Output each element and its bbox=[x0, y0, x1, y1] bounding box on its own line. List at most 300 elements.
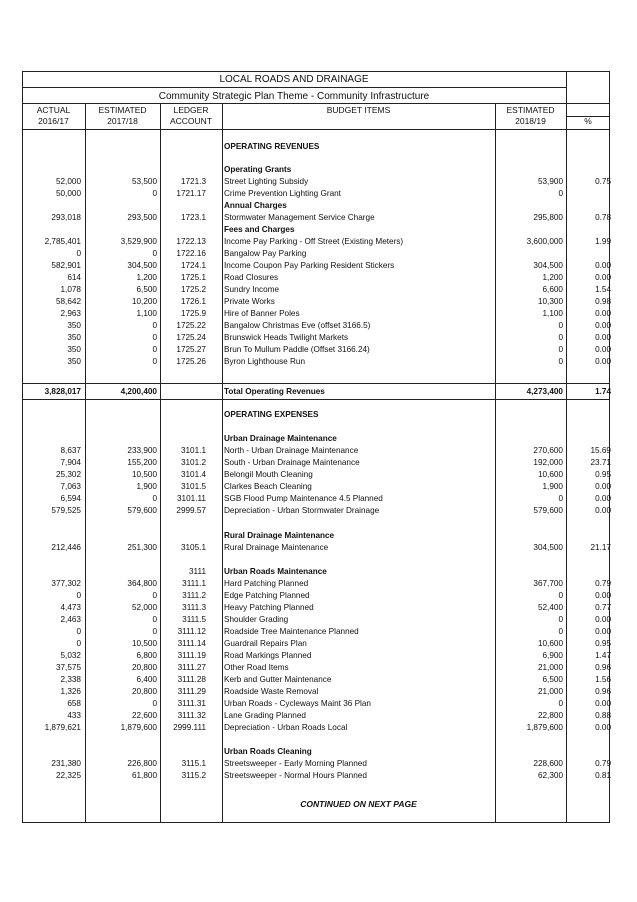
cell-item: Total Operating Revenues bbox=[224, 387, 325, 396]
cell-item: Fees and Charges bbox=[224, 225, 295, 234]
cell-item: Rural Drainage Maintenance bbox=[224, 543, 329, 552]
header-actual-label: ACTUAL bbox=[36, 105, 71, 115]
section-heading bbox=[0, 141, 637, 153]
cell-ledger: 1725.2 bbox=[180, 285, 206, 294]
header-estimated2-year: 2018/19 bbox=[515, 116, 546, 126]
cell-item: Urban Drainage Maintenance bbox=[224, 434, 337, 443]
cell-actual: 7,904 bbox=[60, 458, 81, 467]
cell-estimated: 0 bbox=[152, 345, 157, 354]
pct-header-rule bbox=[566, 116, 610, 117]
header-budget-items bbox=[222, 105, 495, 116]
cell-actual: 0 bbox=[76, 249, 81, 258]
total-rule-top bbox=[22, 383, 610, 384]
cell-item: Street Lighting Subsidy bbox=[224, 177, 309, 186]
header-estimated2-label: ESTIMATED bbox=[506, 105, 555, 115]
cell-actual: 3,828,017 bbox=[44, 387, 81, 396]
cell-item: Roadside Tree Maintenance Planned bbox=[224, 627, 359, 636]
table-row bbox=[0, 332, 637, 344]
cell-estimated-2018: 0 bbox=[558, 615, 563, 624]
cell-ledger: 3101.5 bbox=[180, 482, 206, 491]
cell-estimated: 293,500 bbox=[127, 213, 157, 222]
cell-estimated: 0 bbox=[152, 249, 157, 258]
cell-estimated-2018: 579,600 bbox=[533, 506, 563, 515]
cell-item: Shoulder Grading bbox=[224, 615, 289, 624]
cell-estimated-2018: 6,600 bbox=[542, 285, 563, 294]
cell-estimated-2018: 0 bbox=[558, 627, 563, 636]
cell-estimated: 304,500 bbox=[127, 261, 157, 270]
cell-actual: 37,575 bbox=[55, 663, 81, 672]
cell-item: South - Urban Drainage Maintenance bbox=[224, 458, 360, 467]
cell-actual: 2,963 bbox=[60, 309, 81, 318]
cell-actual: 1,879,621 bbox=[44, 723, 81, 732]
cell-item: Annual Charges bbox=[224, 201, 287, 210]
cell-estimated-2018: 53,900 bbox=[537, 177, 563, 186]
cell-pct: 0.96 bbox=[595, 687, 611, 696]
cell-estimated: 10,500 bbox=[131, 470, 157, 479]
cell-actual: 0 bbox=[76, 591, 81, 600]
cell-estimated: 0 bbox=[152, 494, 157, 503]
cell-pct: 0.00 bbox=[595, 321, 611, 330]
cell-actual: 1,078 bbox=[60, 285, 81, 294]
cell-estimated-2018: 228,600 bbox=[533, 759, 563, 768]
cell-ledger: 3101.11 bbox=[177, 494, 206, 503]
cell-ledger: 1725.24 bbox=[176, 333, 206, 342]
cell-estimated: 4,200,400 bbox=[120, 387, 157, 396]
header-estimated2 bbox=[495, 105, 566, 127]
header-ledger-account: ACCOUNT bbox=[169, 116, 213, 126]
cell-item: OPERATING REVENUES bbox=[224, 142, 320, 151]
cell-estimated: 20,800 bbox=[131, 687, 157, 696]
cell-ledger: 3115.1 bbox=[181, 759, 206, 768]
table-row bbox=[0, 320, 637, 332]
cell-estimated-2018: 367,700 bbox=[533, 579, 563, 588]
cell-item: SGB Flood Pump Maintenance 4.5 Planned bbox=[224, 494, 383, 503]
cell-pct: 0.00 bbox=[595, 273, 611, 282]
cell-ledger: 3111.32 bbox=[177, 711, 206, 720]
cell-ledger: 1725.27 bbox=[176, 345, 206, 354]
cell-ledger: 1722.16 bbox=[176, 249, 206, 258]
cell-ledger: 3111.1 bbox=[182, 579, 206, 588]
table-row bbox=[0, 698, 637, 710]
cell-item: Guardrail Repairs Plan bbox=[224, 639, 307, 648]
table-row bbox=[0, 578, 637, 590]
cell-estimated-2018: 0 bbox=[558, 345, 563, 354]
cell-ledger: 3111.3 bbox=[182, 603, 206, 612]
cell-actual: 2,785,401 bbox=[44, 237, 81, 246]
cell-item: Brunswick Heads Twilight Markets bbox=[224, 333, 349, 342]
cell-ledger: 1725.9 bbox=[180, 309, 206, 318]
subsection-heading bbox=[0, 200, 637, 212]
table-row bbox=[0, 638, 637, 650]
cell-pct: 1.56 bbox=[595, 675, 611, 684]
cell-estimated: 233,900 bbox=[127, 446, 157, 455]
cell-pct: 0.00 bbox=[595, 615, 611, 624]
cell-estimated: 6,800 bbox=[136, 651, 157, 660]
cell-item: Bangalow Christmas Eve (offset 3166.5) bbox=[224, 321, 371, 330]
cell-estimated-2018: 1,900 bbox=[542, 482, 563, 491]
cell-estimated-2018: 270,600 bbox=[533, 446, 563, 455]
cell-estimated-2018: 295,800 bbox=[533, 213, 563, 222]
table-row bbox=[0, 296, 637, 308]
cell-estimated: 53,500 bbox=[131, 177, 157, 186]
cell-estimated: 22,600 bbox=[131, 711, 157, 720]
cell-pct: 0.95 bbox=[595, 639, 611, 648]
cell-pct: 0.00 bbox=[595, 333, 611, 342]
cell-item: Streetsweeper - Early Morning Planned bbox=[224, 759, 367, 768]
cell-item: Stormwater Management Service Charge bbox=[224, 213, 375, 222]
cell-actual: 350 bbox=[67, 357, 81, 366]
cell-estimated: 579,600 bbox=[127, 506, 157, 515]
cell-pct: 21.17 bbox=[590, 543, 611, 552]
cell-estimated: 1,900 bbox=[136, 482, 157, 491]
cell-ledger: 3101.4 bbox=[180, 470, 206, 479]
cell-ledger: 3111.5 bbox=[182, 615, 206, 624]
table-row bbox=[0, 662, 637, 674]
cell-pct: 0.00 bbox=[595, 494, 611, 503]
cell-estimated: 251,300 bbox=[127, 543, 157, 552]
cell-ledger: 1721.17 bbox=[176, 189, 206, 198]
cell-pct: 0.00 bbox=[595, 699, 611, 708]
cell-actual: 350 bbox=[67, 345, 81, 354]
cell-ledger: 3111.29 bbox=[177, 687, 206, 696]
cell-pct: 0.00 bbox=[595, 723, 611, 732]
cell-pct: 0.79 bbox=[595, 759, 611, 768]
cell-estimated: 10,500 bbox=[131, 639, 157, 648]
cell-item: Income Pay Parking - Off Street (Existing Meters) bbox=[224, 237, 404, 246]
cell-pct: 0.77 bbox=[595, 603, 611, 612]
cell-estimated-2018: 10,600 bbox=[537, 639, 563, 648]
cell-item: Hard Patching Planned bbox=[224, 579, 309, 588]
cell-estimated-2018: 0 bbox=[558, 357, 563, 366]
title-vline bbox=[566, 71, 567, 103]
cell-actual: 22,325 bbox=[55, 771, 81, 780]
cell-ledger: 1726.1 bbox=[180, 297, 206, 306]
cell-actual: 433 bbox=[67, 711, 81, 720]
cell-estimated-2018: 22,800 bbox=[537, 711, 563, 720]
table-row bbox=[0, 770, 637, 782]
cell-item: Byron Lighthouse Run bbox=[224, 357, 306, 366]
cell-actual: 0 bbox=[76, 639, 81, 648]
cell-actual: 5,032 bbox=[60, 651, 81, 660]
cell-estimated: 52,000 bbox=[131, 603, 157, 612]
cell-ledger: 1723.1 bbox=[180, 213, 206, 222]
cell-estimated-2018: 0 bbox=[558, 189, 563, 198]
cell-ledger: 1722.13 bbox=[176, 237, 206, 246]
header-actual-year: 2016/17 bbox=[38, 116, 69, 126]
cell-estimated-2018: 4,273,400 bbox=[526, 387, 563, 396]
cell-item: Urban Roads Maintenance bbox=[224, 567, 327, 576]
cell-actual: 582,901 bbox=[51, 261, 81, 270]
subsection-heading bbox=[0, 433, 637, 445]
cell-estimated-2018: 0 bbox=[558, 321, 563, 330]
cell-item: Urban Roads - Cycleways Maint 36 Plan bbox=[224, 699, 371, 708]
table-row bbox=[0, 626, 637, 638]
report-subtitle: Community Strategic Plan Theme - Community Infrastructure bbox=[158, 91, 430, 102]
cell-estimated-2018: 6,500 bbox=[542, 675, 563, 684]
cell-pct: 1.74 bbox=[595, 387, 611, 396]
cell-ledger: 2999.57 bbox=[176, 506, 206, 515]
cell-actual: 8,637 bbox=[60, 446, 81, 455]
subsection-heading bbox=[0, 530, 637, 542]
cell-actual: 1,326 bbox=[60, 687, 81, 696]
cell-estimated-2018: 6,900 bbox=[542, 651, 563, 660]
cell-ledger: 1724.1 bbox=[180, 261, 206, 270]
cell-item: Belongil Mouth Cleaning bbox=[224, 470, 313, 479]
report-title: LOCAL ROADS AND DRAINAGE bbox=[219, 74, 369, 85]
cell-actual: 212,446 bbox=[51, 543, 81, 552]
cell-pct: 0.81 bbox=[595, 771, 611, 780]
cell-pct: 0.95 bbox=[595, 470, 611, 479]
cell-estimated-2018: 0 bbox=[558, 591, 563, 600]
cell-item: OPERATING EXPENSES bbox=[224, 410, 319, 419]
title-rule bbox=[22, 87, 566, 88]
cell-pct: 0.00 bbox=[595, 482, 611, 491]
cell-actual: 658 bbox=[67, 699, 81, 708]
continued-note: CONTINUED ON NEXT PAGE bbox=[300, 799, 417, 809]
cell-item: Roadside Waste Removal bbox=[224, 687, 319, 696]
cell-estimated: 3,529,900 bbox=[120, 237, 157, 246]
cell-ledger: 3111.31 bbox=[177, 699, 206, 708]
cell-actual: 58,642 bbox=[55, 297, 81, 306]
cell-pct: 0.00 bbox=[595, 345, 611, 354]
cell-estimated: 0 bbox=[152, 333, 157, 342]
table-row bbox=[0, 248, 637, 260]
cell-estimated-2018: 3,600,000 bbox=[526, 237, 563, 246]
cell-estimated-2018: 21,000 bbox=[537, 687, 563, 696]
cell-item: Income Coupon Pay Parking Resident Stickers bbox=[224, 261, 395, 270]
header-rule bbox=[22, 129, 610, 130]
cell-pct: 1.54 bbox=[595, 285, 611, 294]
cell-pct: 0.00 bbox=[595, 627, 611, 636]
subsection-heading bbox=[0, 224, 637, 236]
cell-item: Depreciation - Urban Stormwater Drainage bbox=[224, 506, 380, 515]
table-row bbox=[0, 614, 637, 626]
cell-item: Streetsweeper - Normal Hours Planned bbox=[224, 771, 367, 780]
table-row bbox=[0, 212, 637, 224]
cell-pct: 0.00 bbox=[595, 261, 611, 270]
table-row bbox=[0, 469, 637, 481]
cell-item: Other Road Items bbox=[224, 663, 289, 672]
cell-actual: 2,463 bbox=[60, 615, 81, 624]
cell-actual: 2,338 bbox=[60, 675, 81, 684]
header-actual bbox=[22, 105, 85, 127]
cell-estimated-2018: 1,879,600 bbox=[526, 723, 563, 732]
cell-item: North - Urban Drainage Maintenance bbox=[224, 446, 359, 455]
cell-estimated: 226,800 bbox=[127, 759, 157, 768]
table-row bbox=[0, 445, 637, 457]
cell-pct: 1.99 bbox=[595, 237, 611, 246]
cell-actual: 579,525 bbox=[51, 506, 81, 515]
cell-estimated-2018: 192,000 bbox=[533, 458, 563, 467]
header-estimated bbox=[85, 105, 160, 127]
cell-item: Hire of Banner Poles bbox=[224, 309, 300, 318]
cell-estimated-2018: 62,300 bbox=[537, 771, 563, 780]
cell-estimated-2018: 1,100 bbox=[542, 309, 563, 318]
cell-actual: 52,000 bbox=[55, 177, 81, 186]
table-row bbox=[0, 542, 637, 554]
table-row bbox=[0, 650, 637, 662]
cell-ledger: 3111.27 bbox=[177, 663, 206, 672]
header-estimated-label: ESTIMATED bbox=[98, 105, 147, 115]
cell-actual: 350 bbox=[67, 321, 81, 330]
cell-ledger: 3101.2 bbox=[180, 458, 206, 467]
table-row bbox=[0, 505, 637, 517]
header-ledger-label: LEDGER bbox=[173, 105, 209, 115]
cell-estimated: 10,200 bbox=[131, 297, 157, 306]
table-row bbox=[0, 590, 637, 602]
cell-estimated: 1,879,600 bbox=[120, 723, 157, 732]
cell-estimated-2018: 10,300 bbox=[537, 297, 563, 306]
table-row bbox=[0, 674, 637, 686]
cell-estimated: 155,200 bbox=[127, 458, 157, 467]
cell-item: Private Works bbox=[224, 297, 275, 306]
cell-estimated: 0 bbox=[152, 189, 157, 198]
cell-pct: 0.79 bbox=[595, 579, 611, 588]
table-row bbox=[0, 722, 637, 734]
cell-ledger: 3111.14 bbox=[177, 639, 206, 648]
cell-item: Lane Grading Planned bbox=[224, 711, 306, 720]
cell-actual: 377,302 bbox=[51, 579, 81, 588]
table-row bbox=[0, 457, 637, 469]
total-row bbox=[0, 386, 637, 398]
cell-ledger: 2999.111 bbox=[173, 723, 206, 732]
cell-ledger: 1725.1 bbox=[180, 273, 206, 282]
table-row bbox=[0, 481, 637, 493]
subsection-heading bbox=[0, 746, 637, 758]
table-row bbox=[0, 284, 637, 296]
cell-estimated: 0 bbox=[152, 615, 157, 624]
cell-pct: 15.69 bbox=[590, 446, 611, 455]
cell-ledger: 3111 bbox=[189, 567, 206, 576]
table-row bbox=[0, 176, 637, 188]
section-heading bbox=[0, 409, 637, 421]
cell-ledger: 3111.12 bbox=[177, 627, 206, 636]
cell-item: Clarkes Beach Cleaning bbox=[224, 482, 312, 491]
cell-estimated-2018: 52,400 bbox=[537, 603, 563, 612]
cell-estimated: 0 bbox=[152, 627, 157, 636]
cell-estimated: 6,400 bbox=[136, 675, 157, 684]
cell-pct: 23.71 bbox=[590, 458, 611, 467]
total-rule-bottom bbox=[22, 399, 610, 400]
cell-pct: 0.00 bbox=[595, 309, 611, 318]
header-estimated-year: 2017/18 bbox=[107, 116, 138, 126]
cell-pct: 0.75 bbox=[595, 177, 611, 186]
cell-pct: 0.88 bbox=[595, 711, 611, 720]
cell-estimated-2018: 0 bbox=[558, 333, 563, 342]
cell-ledger: 1725.26 bbox=[176, 357, 206, 366]
cell-ledger: 3111.28 bbox=[177, 675, 206, 684]
cell-pct: 0.96 bbox=[595, 663, 611, 672]
cell-ledger: 3105.1 bbox=[180, 543, 206, 552]
table-row bbox=[0, 188, 637, 200]
cell-estimated-2018: 304,500 bbox=[533, 261, 563, 270]
header-pct-label: % bbox=[584, 116, 592, 126]
cell-ledger: 1721.3 bbox=[180, 177, 206, 186]
cell-estimated: 0 bbox=[152, 321, 157, 330]
cell-estimated-2018: 1,200 bbox=[542, 273, 563, 282]
cell-estimated: 364,800 bbox=[127, 579, 157, 588]
cell-item: Edge Patching Planned bbox=[224, 591, 310, 600]
cell-actual: 293,018 bbox=[51, 213, 81, 222]
table-row bbox=[0, 356, 637, 368]
table-row bbox=[0, 272, 637, 284]
cell-estimated-2018: 0 bbox=[558, 699, 563, 708]
cell-ledger: 3115.2 bbox=[181, 771, 206, 780]
cell-ledger: 3111.19 bbox=[177, 651, 206, 660]
cell-item: Urban Roads Cleaning bbox=[224, 747, 312, 756]
cell-item: Heavy Patching Planned bbox=[224, 603, 314, 612]
cell-item: Rural Drainage Maintenance bbox=[224, 531, 335, 540]
table-row bbox=[0, 602, 637, 614]
cell-estimated-2018: 21,000 bbox=[537, 663, 563, 672]
cell-ledger: 1725.22 bbox=[176, 321, 206, 330]
subsection-heading bbox=[0, 164, 637, 176]
cell-actual: 0 bbox=[76, 627, 81, 636]
table-row bbox=[0, 686, 637, 698]
cell-item: Bangalow Pay Parking bbox=[224, 249, 307, 258]
cell-estimated: 6,500 bbox=[136, 285, 157, 294]
cell-item: Depreciation - Urban Roads Local bbox=[224, 723, 348, 732]
cell-actual: 614 bbox=[67, 273, 81, 282]
cell-estimated: 20,800 bbox=[131, 663, 157, 672]
cell-actual: 4,473 bbox=[60, 603, 81, 612]
subsection-heading bbox=[0, 566, 637, 578]
cell-pct: 0.00 bbox=[595, 506, 611, 515]
table-row bbox=[0, 260, 637, 272]
table-row bbox=[0, 308, 637, 320]
cell-estimated: 61,800 bbox=[131, 771, 157, 780]
cell-actual: 50,000 bbox=[55, 189, 81, 198]
cell-item: Road Closures bbox=[224, 273, 279, 282]
cell-ledger: 3101.1 bbox=[180, 446, 206, 455]
header-pct bbox=[566, 116, 610, 127]
cell-actual: 25,302 bbox=[55, 470, 81, 479]
cell-actual: 7,063 bbox=[60, 482, 81, 491]
header-ledger bbox=[160, 105, 222, 127]
cell-estimated: 0 bbox=[152, 357, 157, 366]
header-budget-items-label: BUDGET ITEMS bbox=[326, 105, 391, 115]
table-row bbox=[0, 344, 637, 356]
table-row bbox=[0, 710, 637, 722]
cell-pct: 0.98 bbox=[595, 297, 611, 306]
cell-estimated: 1,100 bbox=[136, 309, 157, 318]
cell-item: Kerb and Gutter Maintenance bbox=[224, 675, 332, 684]
cell-actual: 231,380 bbox=[51, 759, 81, 768]
cell-estimated-2018: 304,500 bbox=[533, 543, 563, 552]
table-row bbox=[0, 758, 637, 770]
cell-pct: 1.47 bbox=[595, 651, 611, 660]
cell-item: Sundry Income bbox=[224, 285, 280, 294]
cell-estimated: 1,200 bbox=[136, 273, 157, 282]
cell-actual: 350 bbox=[67, 333, 81, 342]
cell-estimated-2018: 10,600 bbox=[537, 470, 563, 479]
cell-item: Brun To Mullum Paddle (Offset 3166.24) bbox=[224, 345, 370, 354]
cell-item: Operating Grants bbox=[224, 165, 292, 174]
table-row bbox=[0, 236, 637, 248]
table-row bbox=[0, 493, 637, 505]
cell-actual: 6,594 bbox=[60, 494, 81, 503]
cell-item: Crime Prevention Lighting Grant bbox=[224, 189, 341, 198]
cell-estimated: 0 bbox=[152, 591, 157, 600]
cell-pct: 0.00 bbox=[595, 591, 611, 600]
subtitle-rule bbox=[22, 103, 610, 104]
cell-pct: 0.00 bbox=[595, 357, 611, 366]
cell-pct: 0.78 bbox=[595, 213, 611, 222]
cell-ledger: 3111.2 bbox=[182, 591, 206, 600]
cell-item: Road Markings Planned bbox=[224, 651, 312, 660]
cell-estimated: 0 bbox=[152, 699, 157, 708]
cell-estimated-2018: 0 bbox=[558, 494, 563, 503]
